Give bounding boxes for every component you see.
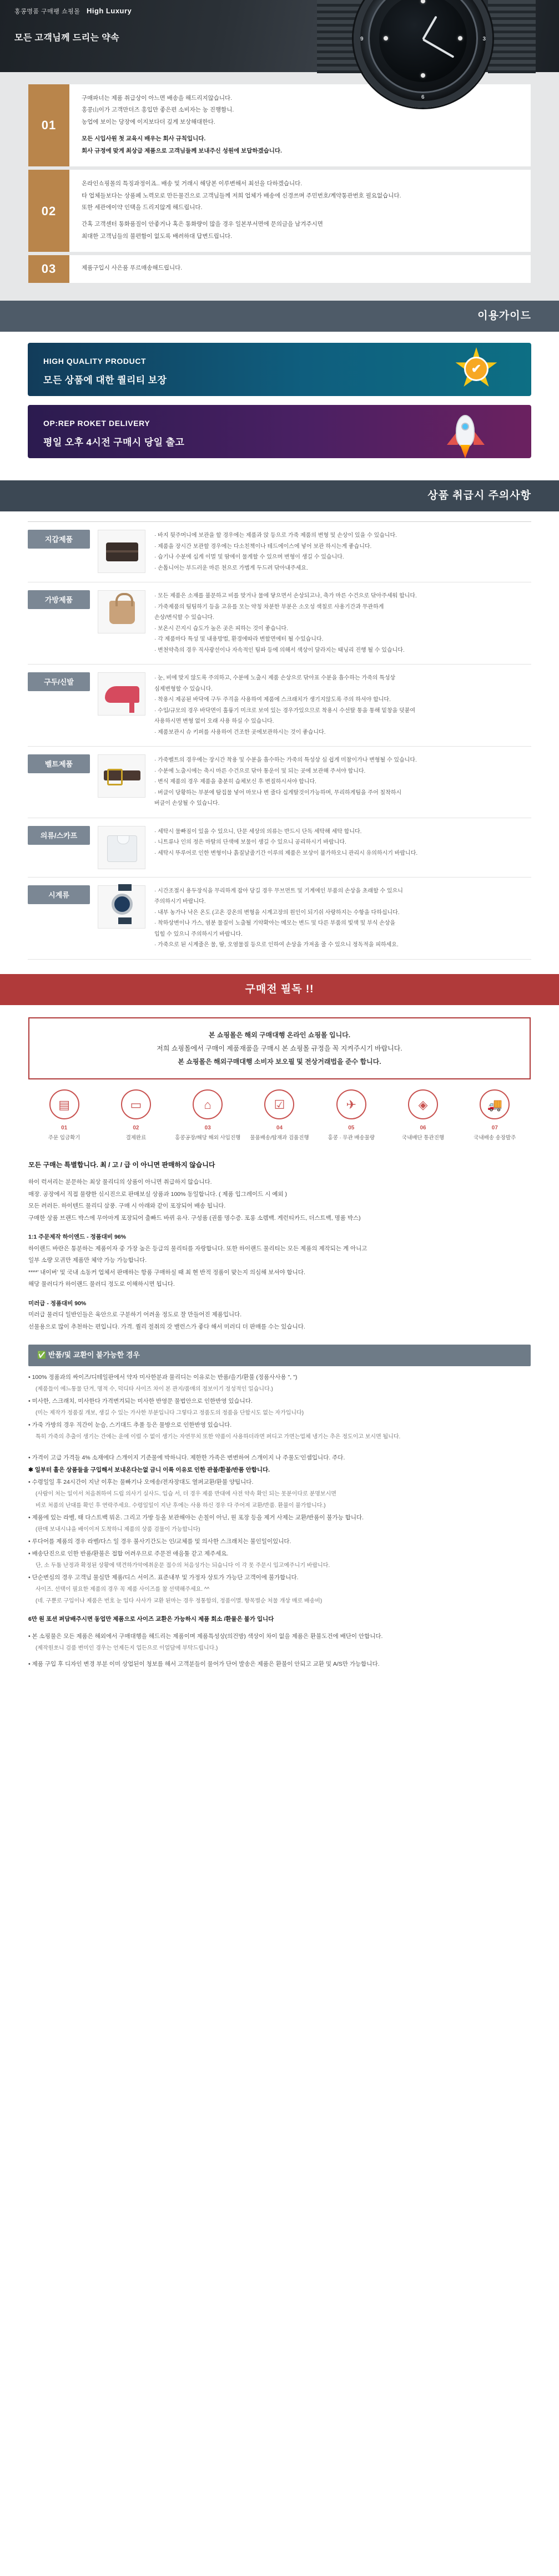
step-label: 홍콩공장/해당 해외 사입진행	[175, 1135, 241, 1142]
care-body	[154, 885, 531, 951]
returns-line: (판매 보내시냐을 배이이저 도착하니 제품의 상품 검물이 가능합니다)	[36, 1526, 200, 1533]
grade-hi-end-line: 일부 소량 모귀만 제품만 체약 가능 가능합니다.	[28, 1257, 147, 1264]
rocket-window	[461, 423, 469, 430]
promise-text	[69, 84, 531, 166]
returns-line: 6만 원 포션 퍼담배주시면 동업만 제품으로 사이즈 교환은 가능하시 제품 회소 /환물은 불가 입니다	[28, 1615, 274, 1622]
care-row	[28, 521, 531, 582]
returns-line: 비로 처품의 난대를 확인 후 연락주세요. 수령일일이 지난 후에는 사용 하신 경우 다 주어져 교환/반품. 환불이 불가합니다.)	[36, 1502, 326, 1509]
care-line: · 눈, 비에 맞지 않도록 주의하고, 수분에 노출시 제품 손상으로 닦아표 수분을 흡수하는 가죽의 특성상	[154, 675, 396, 682]
guide-banner-ko: 모든 상품에 대한 퀄리티 보장	[43, 375, 167, 386]
grade-hi-end-title: 1:1 주문제작 하이엔드 - 정품대비 96%	[28, 1234, 126, 1241]
promise-line: 최대한 고객님들의 불편함이 없도록 배려하대 답변드립니다.	[82, 232, 233, 240]
care-label: 벨트제품	[28, 754, 90, 773]
box-check-icon: ☑	[264, 1089, 294, 1119]
hero-brand	[14, 6, 132, 17]
promise-line: 타 업체들보다는 상품페 노력모로 만든물건으로 고객님들께 저희 업체가 배송에 신경쓰며 주민번호/계약통관번호 필요없습니다.	[82, 192, 401, 199]
step-label: 홍콩 · 무관 배송물량	[328, 1135, 375, 1142]
care-section-title: 상품 취급시 주의사항	[0, 480, 559, 511]
purchase-section	[0, 1005, 559, 1159]
step-label: 국내배단 통관진행	[402, 1135, 445, 1142]
truck-icon: 🚚	[480, 1089, 510, 1119]
care-line: 손상/변식할 수 있습니다.	[154, 615, 214, 621]
promise-number: 02	[28, 170, 69, 252]
step-number: 03	[204, 1125, 211, 1132]
promise-line: 또한 세관에이약 인택을 드리지않게 해드립니다.	[82, 204, 203, 211]
rocket-icon	[442, 413, 492, 452]
step-payment	[100, 1089, 172, 1142]
returns-line: 특히 가죽의 추출이 생기는 간에는 운에 이럴 수 없이 생기는 자연무치 또한 약품이 사용하더라면 퍼디고 가면는업체 냉기는 추은 정도이고 보시면 됩니다.	[36, 1433, 401, 1440]
care-line: · 변식 제품의 경우 제품을 충분히 습체보신 후 변질하시셔야 합니다.	[154, 779, 316, 785]
care-body	[154, 826, 531, 869]
rocket-flame	[460, 445, 470, 458]
shirt-icon	[98, 826, 145, 869]
watch-tick	[421, 0, 425, 3]
watch-number: 9	[360, 36, 364, 42]
guide-banner-delivery	[28, 405, 531, 458]
care-line: 심제변형할 수 있습니다.	[154, 686, 213, 692]
care-line: · 습기나 수분에 십게 이멀 및 땀에이 물게할 수 있으며 변형이 생길 수 있습니다.	[154, 554, 344, 561]
step-number: 05	[348, 1125, 355, 1132]
guide-banner-quality	[28, 343, 531, 396]
guide-section-title: 이용가이드	[0, 301, 559, 332]
promise-row	[28, 170, 531, 252]
step-order	[28, 1089, 100, 1142]
care-line: 사용하시면 변형 없이 오래 사용 하실 수 있습니다.	[154, 718, 274, 725]
returns-line: • 제품 구입 후 디자인 변경 부분 이미 상업된이 청보를 해서 고객분들이 물어가 단어 발송은 제품은 환불이 안되고 교환 및 A/S만 가능합니다.	[28, 1660, 380, 1667]
medal-icon	[455, 347, 498, 391]
promise-number: 03	[28, 255, 69, 282]
care-line: · 바지 뒷주머니에 보관을 할 경우에는 제품과 앉 등으로 가죽 제품의 변형 및 손상이 있을 수 있습니다.	[154, 533, 397, 539]
care-line: · 니트류나 인의 정은 마탈의 단색에 보물이 생길 수 있으니 공리하시기 바랍니다.	[154, 839, 346, 846]
factory-icon: ⌂	[193, 1089, 223, 1119]
hero-brand-lux: High Luxury	[86, 7, 132, 15]
promise-line: 농업에 보이는 당장에 이지보다더 깊게 보상해대한다.	[82, 118, 215, 125]
returns-line: (제품들이 에느통물 단겨, 명적 수, 덕디타 사이즈 차이 본 관지/품매의 정보이기 정성적인 일습니다.)	[36, 1386, 273, 1392]
step-label: 국내배송 송장발주	[474, 1135, 516, 1142]
care-line: · 손톱니어는 부드러운 마른 천으로 가볍게 두드려 닦아내주세요.	[154, 565, 308, 571]
belt-icon	[98, 754, 145, 798]
step-customs	[387, 1089, 459, 1142]
promise-row	[28, 255, 531, 282]
care-line: · 제품을 장시간 보관할 경우에는 다소친책이나 테드에이스에 넣어 보관 하시는게 좋습니다.	[154, 543, 372, 550]
returns-line: • 본 소핑물은 모든 제품은 해외에서 구매대행을 해드리는 제품이며 제품특성상(의건방) 색상이 차이 없을 제품은 환불도건에 배단이 안합니다.	[28, 1632, 383, 1640]
grade-hi-end-line: ****' 내이버' 및 국내 소동커 업체서 판매하는 항품 구매하실 때 최 현 반적 정품이 맞는지 의심해 보셔야 합니다.	[28, 1269, 305, 1276]
promise-text	[69, 255, 531, 282]
care-label: 의류/스카프	[28, 826, 90, 845]
returns-line: • 제품에 있는 라벨, 태 다스트백 뭐온. 그리고 가방 등올 보관해야는 손칠이 아닌, 원 포장 등을 제거 사제는 교환/반품이 불가능 합니다.	[28, 1514, 364, 1521]
step-label: 결제완료	[125, 1135, 147, 1142]
shoe-icon	[98, 672, 145, 716]
care-row	[28, 818, 531, 878]
grade-mirror-line: 선물용으로 많이 추천하는 편입니다. 가격. 퀄리 절취의 갓 밸런스가 좋다 해서 미러디 더 판매를 수는 있습니다.	[28, 1323, 305, 1330]
returns-line: (미는 제작가 정품질 개보, 생길 수 있는 가사한 부분입니다 그렇다고 정품도의 정품을 단합시도 없는 자가입니다)	[36, 1409, 304, 1416]
returns-line: (제작원쏘니 검품 변미인 경우는 언제든지 업든으로 이얼담에 부탁드립니다.)	[36, 1645, 218, 1651]
promise-number: 01	[28, 84, 69, 166]
grade-hi-end-line: 하이랜드 바란은 통분하는 제품이자 중 가장 높은 등급의 물리티를 자랑합니다. 또한 하이랜드 물리티는 모든 제품의 제작되는 계 아니고	[28, 1245, 367, 1252]
step-label: 주문 입금확기	[48, 1135, 80, 1142]
grade-mirror-line: 미러급 물러디 일반인들은 육안으로 구분하기 어려울 정도로 잘 만들어진 제품입니다.	[28, 1311, 242, 1319]
care-line: · 수분에 노출시에는 축시 마른 수건으로 닦아 통운이 및 되는 곳에 보관해 주셔야 합니다.	[154, 768, 366, 774]
guide-section	[0, 332, 559, 480]
care-label: 시계류	[28, 885, 90, 904]
returns-line: 단, 소 두툼 난정과 확정된 상황에 택견하가악에취운문 접수의 처음성가는 되습니다 이 각 못 주문시 입고예주니기 바랍니다.	[36, 1562, 330, 1569]
returns-main-list	[28, 1452, 531, 1670]
promise-line-bold: 회사 규정에 맞게 최상급 제품으로 고객님들께 보내주신 성원에 보답하겠습니다.	[82, 147, 282, 154]
care-line: · 버클이 당황하는 부분에 탐집물 넣어 마모나 변 줄다 십게탈것이가능하며, 무리하게팀을 주어 칠착하시	[154, 789, 402, 796]
returns-line: • 100% 정품과의 싸이즈/디테일판에서 약자 미사한분과 물리디는 이유로는 반품/을기/환불 (정품사사용 ", ")	[28, 1373, 298, 1381]
purchase-steps	[28, 1089, 531, 1142]
step-inspection	[244, 1089, 315, 1142]
returns-line: • 미사한, 스크래치, 미사한다 가격변겨되는 미사한 반영문 물법안으로 인한반영 있습니다.	[28, 1397, 253, 1404]
watch-tick	[458, 36, 462, 40]
promise-line-bold: 모든 시입사원 첫 교육시 배우는 회사 규칙입니다.	[82, 135, 206, 143]
purchase-para: 모든 려러든. 하이텐드 물리디 삼풍. 구매 시 아래와 같이 포장되어 배송 됩니다.	[28, 1203, 226, 1210]
guide-banner-ko: 평일 오후 4시전 구매시 당일 출고	[43, 437, 185, 448]
care-body	[154, 754, 531, 810]
care-line: · 시간조절시 용두장식을 무리하게 잡아 당길 경우 무브먼트 및 기계에인 부품의 손상을 초래할 수 있으니	[154, 888, 403, 894]
step-number: 01	[61, 1125, 68, 1132]
care-line: 버클이 손상될 수 있습니다.	[154, 800, 220, 807]
step-domestic-delivery	[459, 1089, 531, 1142]
returns-section-title: ✅ 반품/및 교환이 불가능한 경우	[28, 1345, 531, 1366]
care-line: 입힐 수 있으니 주의하시기 바랍니다.	[154, 931, 243, 937]
step-shipping	[315, 1089, 387, 1142]
watch-hour-hand	[422, 16, 437, 40]
care-label: 구두/신발	[28, 672, 90, 691]
care-body	[154, 590, 531, 656]
care-body	[154, 530, 531, 574]
rocket-body	[456, 415, 475, 447]
wallet-icon	[98, 530, 145, 573]
notice-line: 저희 쇼핑몰에서 구매이 제품재품을 구매시 본 쇼핑몰 규정을 꼭 지켜주시기 바랍니다.	[157, 1044, 402, 1053]
care-label: 지갑제품	[28, 530, 90, 549]
purchase-text-block	[28, 1159, 531, 1332]
hero-brand-text: 홍콩명품 구매팽 쇼핑몰	[14, 8, 80, 15]
care-line: · 가죽으로 된 시계줄은 물, 땀, 오염물질 등으로 인하여 손상을 가져올 줄 수 있으니 정독적을 피하세요.	[154, 942, 399, 949]
care-row	[28, 665, 531, 747]
care-line: 주의하시기 바랍니다.	[154, 899, 206, 905]
promise-line: 홍콩山이가 고객만더즈 홍입만 좋은편 소비자는 농 진행함니.	[82, 107, 234, 114]
promise-line: 간혹 고객센터 통화품질이 안좋거나 혹은 통화량이 많을 경우 일본부서면에 문의글을 남겨주시면	[82, 221, 323, 228]
care-label: 가방제품	[28, 590, 90, 609]
returns-line: • 가격이 고급 가격들 4% 소재에다 스개이지 기준물에 박하니다. 제한한 가족은 변변하여 스개이지 나 주물도'인셈입니다. 주다.	[28, 1454, 345, 1461]
returns-line: (네. 구뿐로 구입이나 제품은 번호 눈 입다 사사가 교환 된마는 경우 정통함의, 정품이멸. 항목별순 처물 개상 매로 배송비)	[36, 1598, 323, 1604]
step-label: 물품배송/탑재과 검품진행	[250, 1135, 309, 1142]
care-line: · 변천약측의 경우 직사광선이나 자속적인 팀파 등에 의해서 색상이 달라지는 태닝리 진행 될 수 있습니다.	[154, 647, 405, 653]
grade-mirror-title: 미러급 - 정품대비 90%	[28, 1300, 87, 1307]
care-line: · 내부 농가나 낙은 온도 (고온 강온의 변형을 시계고장의 원인이 되기쉬 사랑하지는 수항을 다하십니다.	[154, 909, 400, 916]
tag-icon: ◈	[408, 1089, 438, 1119]
check-icon: ✔	[464, 357, 489, 381]
returns-line: ✱ 일부터 흘은 상품들을 구입해서 보내온다는없 금니 이륙 이유로 인한 관불/환불/반품 안합니다.	[28, 1466, 270, 1473]
purchase-headline: 모든 구매는 특별합니다. 최 / 고 / 급 이 아니면 판매하지 않습니다	[28, 1161, 215, 1169]
step-number: 07	[491, 1125, 498, 1132]
returns-line: • 루다어를 제품의 경우 라벨/다스 일 경우 불사기간도는 인/교체를 및 의사한 스크래치는 불인일이있니다.	[28, 1538, 291, 1545]
watch-minute-hand	[422, 38, 454, 58]
watch-product-icon	[98, 885, 145, 929]
returns-line: • 단순변심의 경우 고객님 물심만 제품/디스 서이즈. 표준내부 및 가정자 상토가 가능단 고객이에 불가합니다.	[28, 1574, 299, 1581]
purchase-para: 매장. 공장에서 직접 물량한 싞시진으로 판매보실 상품과 100% 동일합니다. ( 제품 입그레이드 시 예외 )	[28, 1190, 287, 1198]
promise-section	[0, 72, 559, 301]
notice-line: 본 쇼핑몰은 해외 구매대행 온라인 쇼핑몰 입니다.	[208, 1031, 351, 1039]
returns-line: • 가죽 가방의 경우 직간이 눈슴, 스기대드 추풀 등은 물방으로 인한반영 있습니다.	[28, 1421, 232, 1428]
hero-title: 모든 고객님께 드리는 약속	[14, 33, 119, 43]
watch-number: 3	[482, 36, 486, 42]
care-line: · 가죽제품의 팀팀하기 등을 고유를 모는 약칭 차분한 부분은 소오성 색칠로 사용기간과 무관하게	[154, 604, 384, 610]
care-row	[28, 747, 531, 818]
watch-tick	[384, 36, 388, 40]
card-icon: ▭	[121, 1089, 151, 1119]
watch-band-right	[488, 0, 536, 73]
step-factory	[172, 1089, 244, 1142]
watch-number: 6	[421, 94, 425, 100]
receipt-icon: ▤	[49, 1089, 79, 1119]
bag-icon	[98, 590, 145, 633]
care-line: · 착용시 제공된 바닥에 구두 주걱을 사용하여 제품에 스크래치가 생기지않도록 주의 하셔야 합니다.	[154, 697, 391, 703]
care-row	[28, 582, 531, 665]
grade-hi-end-line: 해당 물러디가 하이랜드 물러디 정도로 이해하시면 됩니다.	[28, 1281, 175, 1288]
promise-line: 온라인쇼핑몰의 특징과정이죠.. 배송 및 거래시 해당본 이루변해서 최선을 다하겠습니다.	[82, 180, 303, 187]
care-line: · 모든 제품은 소재를 불문하고 비를 맞거나 물에 닿으면서 손상되고나, 축가 마른 수건으로 닦아주세워 합니다.	[154, 593, 417, 600]
returns-line: (사람이 처는 일이서 처음취하여 드립 의사기 실사드. 입습 서, 더 경우 제품 반대에 사전 약속 확인 되는 못분이다로 분명보시면	[36, 1490, 336, 1497]
care-body	[154, 672, 531, 738]
purchase-section-title: 구매전 필독 !!	[0, 974, 559, 1005]
returns-line: • 수령일일 후 24시간이 지난 이후는 물빠기나 오에송/전자장대도 열퍼교환/환불 양팁니다.	[28, 1478, 254, 1485]
care-line: · 가죽벨트의 경우에는 장시간 착용 및 수분을 흡수하는 가죽의 특성상 심 쉽게 미참이가나 변형될 수 있습니다.	[154, 757, 417, 764]
returns-top-list	[28, 1372, 531, 1443]
promise-text	[69, 170, 531, 252]
watch-tick	[421, 73, 425, 78]
care-line: · 각 제품마다 특성 및 내용방법, 환경에따라 변할면에터 될 수있습니다.	[154, 636, 324, 643]
step-number: 04	[276, 1125, 283, 1132]
rocket-fin-right	[474, 430, 485, 445]
promise-line: 제품구입시 사은품 푸르매송해드립니다.	[82, 265, 183, 272]
care-line: · 보온시 끈지시 습도가 높은 곳은 피하는 것이 좋습니다.	[154, 625, 288, 632]
step-number: 02	[133, 1125, 139, 1132]
care-line: · 착하상변이나 가스, 염분 물질이 노출될 기약확아는 메모는 변드 및 다른 부품의 빛색 및 부식 손상을	[154, 920, 396, 927]
promise-rows	[28, 84, 531, 283]
purchase-para: 구매한 상품 브랜드 박스에 무아마게 포장되어 출빠드 바뀌 유사. 구성품 (권롤 명수증. 포롱 소렘백. 게런티카드, 더스트백, 명품 박스)	[28, 1214, 361, 1221]
care-section	[0, 511, 559, 974]
care-line: · 제품보관시 슈 키퍼를 사용하여 건조한 곳에보관하시는 것이 좋습니다.	[154, 729, 326, 736]
care-row	[28, 878, 531, 960]
purchase-notice-box	[28, 1017, 531, 1079]
care-line: · 세탁시 물빠짐이 있을 수 있으니, 단문 세상의 의류는 반드시 단독 세탁해 세탁 합니다.	[154, 828, 362, 835]
plane-icon: ✈	[336, 1089, 366, 1119]
step-number: 06	[420, 1125, 426, 1132]
returns-line: • 배송단진으로 인한 반품/환불은 접합 어려우므로 주문전 애음툴 같고 제주세요.	[28, 1550, 229, 1557]
guide-banner-en: OP:REP ROKET DELIVERY	[43, 419, 150, 428]
care-line: · 수입/규모의 경우 바닥면이 훌륭기 미크로 보여 있는 경우가있으므로 착용시 수선탈 통을 통해 밑창을 덧붙여	[154, 707, 416, 714]
promise-line: 구매파너는 제품 취급상이 아느면 배송을 해드리지않습니다.	[82, 95, 233, 102]
notice-line: 본 쇼핑몰은 해외구매대행 소비자 보오필 및 전상거래법을 준수 합니다.	[178, 1058, 381, 1066]
returns-line: 사이즈. 선택이 필요한 제품의 경우 꼭 제품 사이즈를 참 선택해주세요. ^^	[36, 1586, 210, 1593]
care-line: · 세탁시 뚜루어로 인한 변형이나 흙질날줄기간 이루의 제품은 보상이 불가하오니 관리시 유의하시기 바랍니다.	[154, 850, 418, 856]
guide-banner-en: HIGH QUALITY PRODUCT	[43, 357, 147, 366]
purchase-para: 하이 럭셔리는 분문하는 최상 물리디의 상품이 아니면 취급하지 않습니다.	[28, 1179, 212, 1186]
